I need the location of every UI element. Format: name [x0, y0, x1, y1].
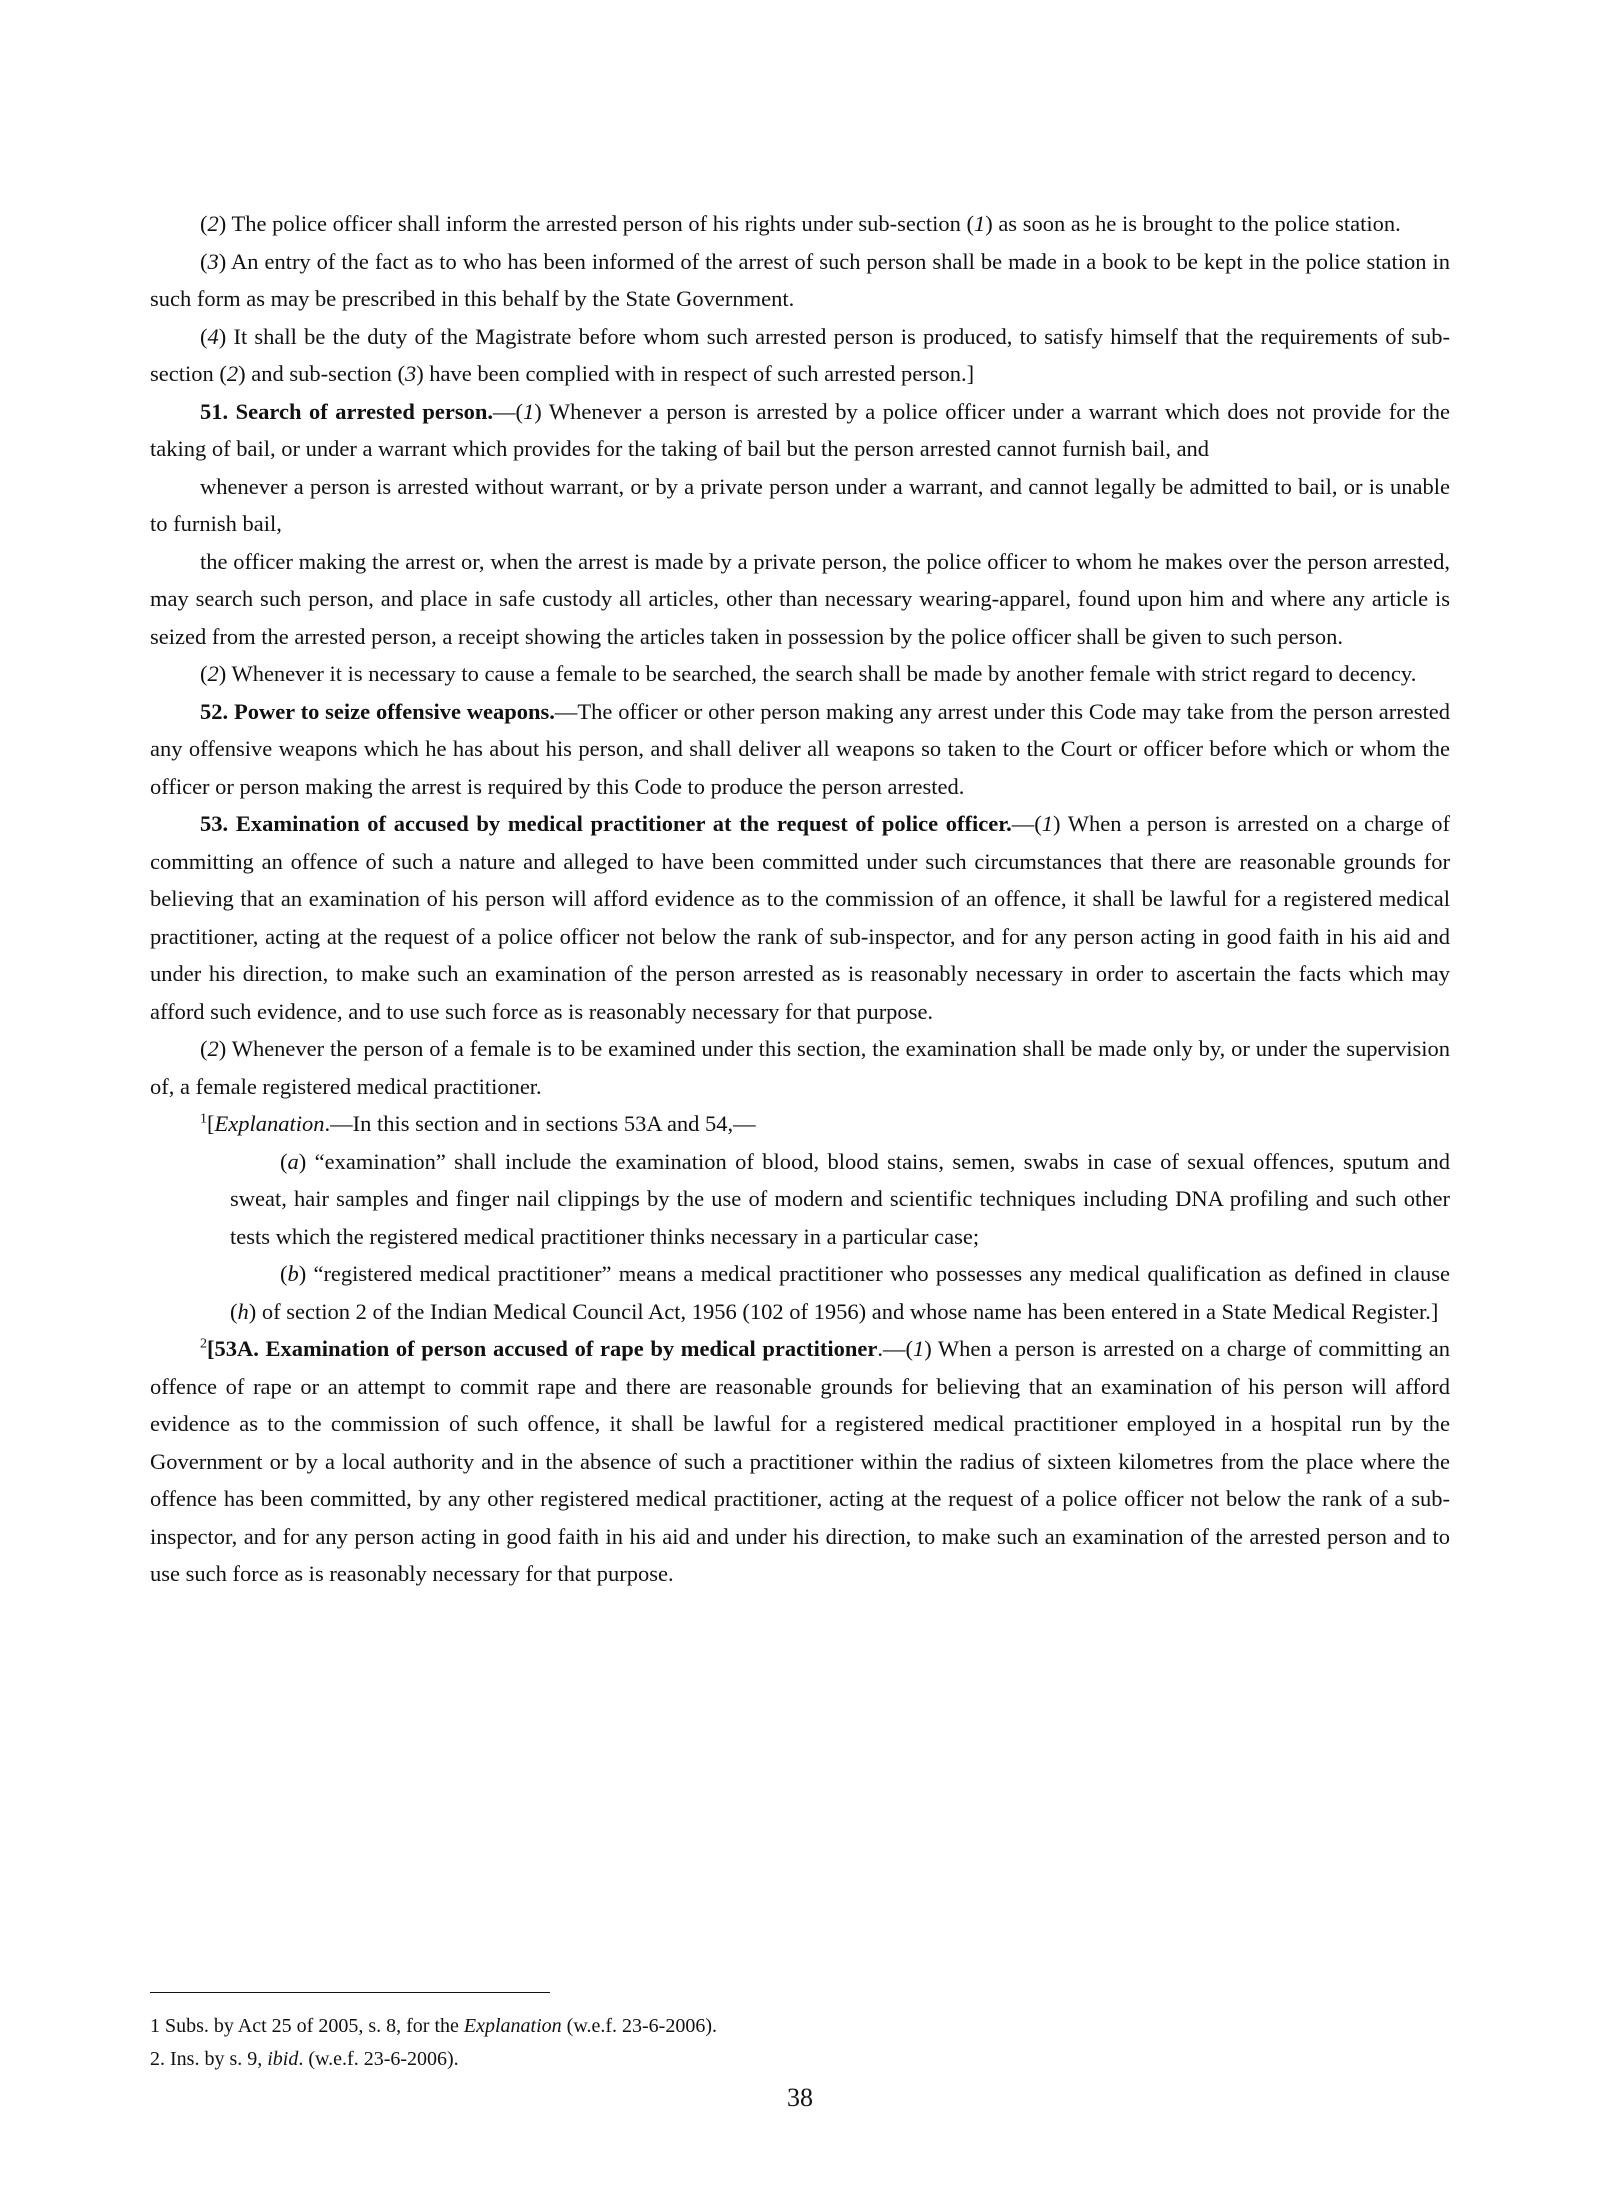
- section-53-subsection-2: [150, 1030, 1450, 1105]
- text-italic: 2: [226, 361, 239, 386]
- section-53-heading: 53. Examination of accused by medical practitioner at the request of police officer.: [200, 811, 1012, 836]
- footnote-divider: [150, 1992, 550, 1993]
- text-span: ) of section 2 of the Indian Medical Council Act, 1956 (102 of 1956) and whose name has been entered in a State Medical Register.]: [248, 1298, 1439, 1324]
- document-body: [150, 205, 1450, 1593]
- text-span: ) When a person is arrested on a charge of committing an offence of such a nature and alleged to have been committed under such circumstances that there are reasonable grounds for believing that an examination of his person will afford evidence as to the commission of an offence, it shall be lawful for a registered medical practitioner, acting at the request of a police officer not below the rank of sub-inspector, and for any person acting in good faith in his aid and under his direction, to make such an examination of the person arrested as is reasonably necessary in order to ascertain the facts which may afford such evidence, and to use such force as is reasonably necessary for that purpose.: [150, 811, 1450, 1024]
- text-span: (: [200, 661, 208, 686]
- text-italic: 1: [523, 398, 535, 424]
- text-span: —(: [1011, 811, 1042, 836]
- text-span: ) An entry of the fact as to who has been informed of the arrest of such person shall be made in a book to be kept in the police station in such form as may be prescribed in this behalf by the State Government.: [150, 248, 1450, 311]
- text-span: (: [200, 211, 208, 236]
- text-span: ) Whenever a person is arrested by a police officer under a warrant which does not provide for the taking of bail, or under a warrant which provides for the taking of bail but the person arrested cannot furnish bail, and: [150, 398, 1450, 461]
- text-italic: 1: [1041, 811, 1054, 836]
- text-italic: 2: [207, 211, 219, 236]
- section-53-paragraph: [150, 805, 1450, 1030]
- text-italic: a: [287, 1148, 299, 1174]
- text-span: .—(: [877, 1336, 913, 1361]
- paragraph-subsection-3: [150, 243, 1450, 318]
- text-italic: 3: [207, 248, 219, 274]
- section-52-paragraph: [150, 693, 1450, 806]
- text-span: ) Whenever it is necessary to cause a female to be searched, the search shall be made by another female with strict regard to decency.: [218, 661, 1417, 686]
- text-span: (: [200, 323, 208, 349]
- text-span: ) have been complied with in respect of such arrested person.]: [416, 361, 975, 386]
- section-53a-paragraph: [150, 1330, 1450, 1593]
- section-51-subsection-2: [150, 655, 1450, 693]
- text-span: (: [200, 1036, 208, 1061]
- text-span: (: [200, 248, 208, 274]
- footnote-marker: 1: [200, 1111, 207, 1127]
- text-span: .—In this section and in sections 53A and 54,—: [324, 1111, 756, 1136]
- text-span: 2. Ins. by s. 9,: [150, 2048, 268, 2070]
- explanation-clause-b: [150, 1255, 1450, 1330]
- section-51-paragraph: [150, 393, 1450, 468]
- section-53a-heading: [53A. Examination of person accused of rape by medical practitioner: [207, 1336, 878, 1361]
- text-span: —The officer or other person making any arrest under this Code may take from the person arrested any offensive weapons which he has about his person, and shall deliver all weapons so taken to the Court or officer before which or whom the officer or person making the arrest is required by this Code to produce the person arrested.: [150, 698, 1450, 799]
- text-span: ) It shall be the duty of the Magistrate before whom such arrested person is produced, to satisfy himself that the requirements of sub-section (: [150, 323, 1450, 386]
- text-span: (w.e.f. 23-6-2006).: [561, 2015, 717, 2037]
- text-span: . (w.e.f. 23-6-2006).: [298, 2048, 459, 2070]
- text-span: 1 Subs. by Act 25 of 2005, s. 8, for the: [150, 2015, 464, 2037]
- text-span: —(: [493, 398, 524, 424]
- text-span: ) as soon as he is brought to the police station.: [985, 211, 1401, 236]
- text-span: ) “examination” shall include the examination of blood, blood stains, semen, swabs in case of sexual offences, sputum and sweat, hair samples and finger nail clippings by the use of modern and scientific techniques including DNA profiling and such other tests which the registered medical practitioner thinks necessary in a particular case;: [230, 1148, 1450, 1249]
- text-italic: Explanation: [463, 2015, 562, 2037]
- text-italic: 2: [207, 661, 219, 686]
- text-italic: b: [287, 1261, 299, 1286]
- text-italic: Explanation: [214, 1111, 325, 1136]
- section-51-heading: 51. Search of arrested person.: [200, 398, 494, 424]
- explanation-clause-a: [150, 1143, 1450, 1256]
- footnote-2: [150, 2045, 1450, 2073]
- text-span: (: [280, 1148, 288, 1174]
- text-span: ) When a person is arrested on a charge of committing an offence of rape or an attempt to commit rape and there are reasonable grounds for believing that an examination of his person will afford evidence as to the commission of such offence, it shall be lawful for a registered medical practitioner employed in a hospital run by the Government or by a local authority and in the absence of such a practitioner within the radius of sixteen kilometres from the place where the offence has been committed, by any other registered medical practitioner, acting at the request of a police officer not below the rank of a sub-inspector, and for any person acting in good faith in his aid and under his direction, to make such an examination of the arrested person and to use such force as is reasonably necessary for that purpose.: [150, 1336, 1450, 1586]
- text-italic: 3: [404, 361, 417, 386]
- text-span: ) The police officer shall inform the arrested person of his rights under sub-section (: [218, 211, 974, 236]
- section-51-continuation-1: whenever a person is arrested without warrant, or by a private person under a warrant, and cannot legally be admitted to bail, or is unable to furnish bail,: [150, 473, 1450, 536]
- section-52-heading: 52. Power to seize offensive weapons.: [200, 698, 555, 724]
- text-italic: 4: [207, 323, 219, 349]
- paragraph-subsection-2: [150, 205, 1450, 243]
- text-span: (: [280, 1261, 288, 1286]
- text-span: [: [207, 1111, 215, 1136]
- section-53-explanation: [150, 1105, 1450, 1143]
- text-italic: 2: [207, 1036, 219, 1061]
- text-italic: 1: [912, 1336, 925, 1361]
- paragraph-subsection-4: [150, 318, 1450, 393]
- text-span: ) “registered medical practitioner” means a medical practitioner who possesses any medical qualification as defined in clause (: [230, 1261, 1450, 1324]
- text-italic: ibid: [267, 2048, 299, 2070]
- text-span: ) and sub-section (: [238, 361, 405, 386]
- text-italic: 1: [973, 211, 986, 236]
- footnote-1: [150, 2012, 1450, 2040]
- footnote-marker: 2: [200, 1336, 207, 1352]
- section-51-continuation-2: the officer making the arrest or, when the arrest is made by a private person, the police officer to whom he makes over the person arrested, may search such person, and place in safe custody all articles, other than necessary wearing-apparel, found upon him and where any article is seized from the arrested person, a receipt showing the articles taken in possession by the police officer shall be given to such person.: [150, 548, 1450, 649]
- text-span: ) Whenever the person of a female is to be examined under this section, the examination shall be made only by, or under the supervision of, a female registered medical practitioner.: [150, 1036, 1450, 1099]
- page-number: 38: [787, 2083, 813, 2112]
- text-italic: h: [237, 1298, 249, 1324]
